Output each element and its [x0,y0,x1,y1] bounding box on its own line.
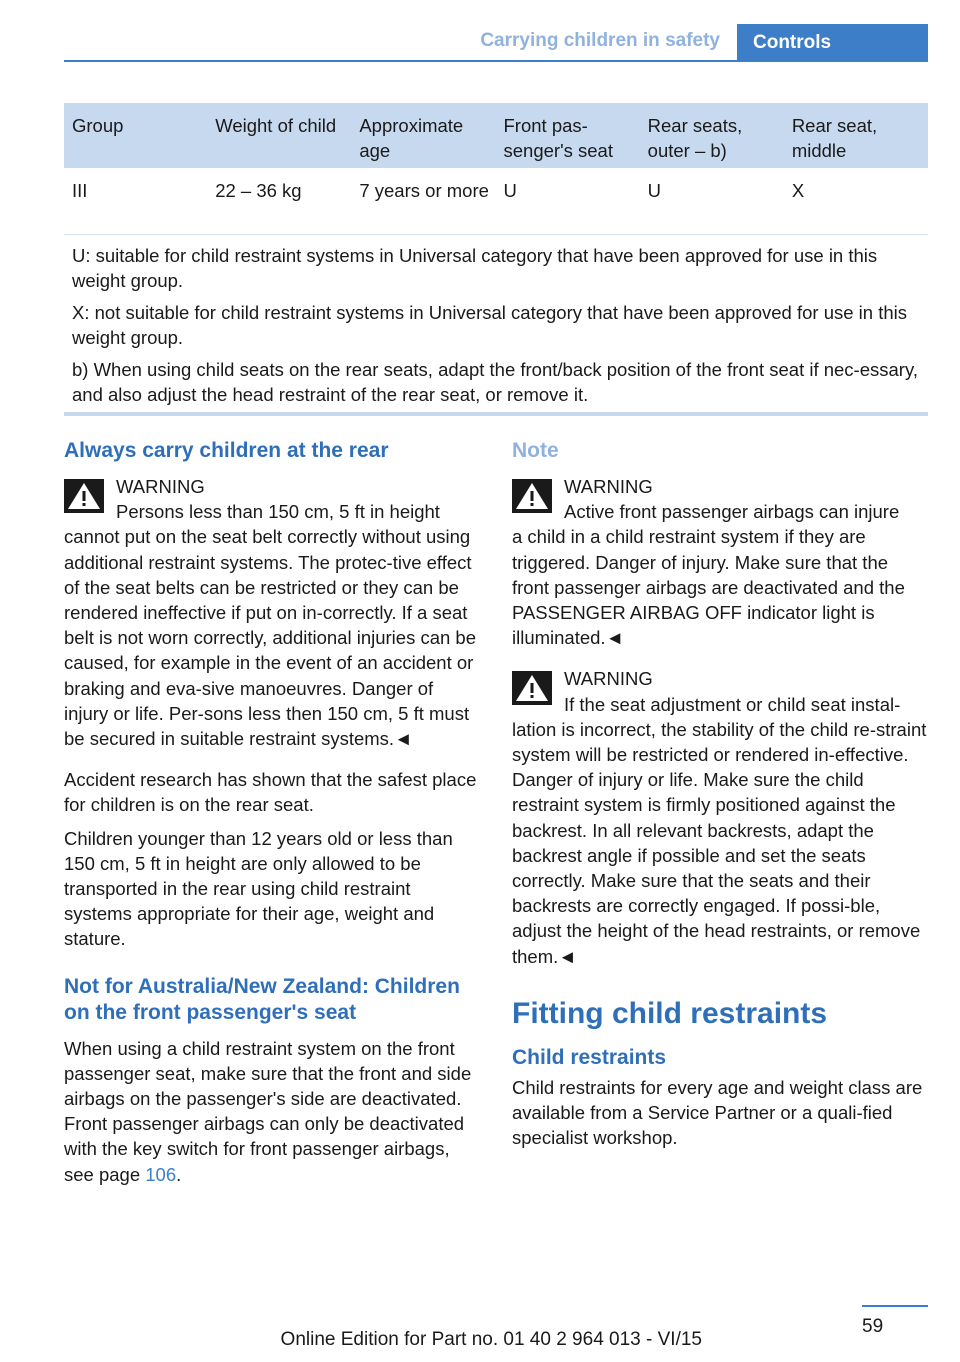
right-column [512,438,930,1158]
heading-note: Note [512,439,559,462]
table-header-cell: Weight of child [215,115,337,136]
table-header-cell: Group [72,115,124,136]
heading-rear-seating: Always carry children at the rear [64,439,389,462]
warning-block [512,666,930,968]
table-cell: III [72,180,88,201]
warning-block [512,474,930,650]
page-number: 59 [862,1316,884,1337]
footer-edition: Online Edition for Part no. 01 40 2 964 013 - VI/15 [280,1329,702,1350]
child-seat-table [64,103,928,414]
warning-label: WARNING [564,668,653,690]
paragraph: Accident research has shown that the safest place for children is on the rear seat. [64,769,477,816]
header-section-title: Carrying children in safety [480,30,720,51]
table-header-cell: Rear seats, outer – b) [647,115,743,161]
warning-label: WARNING [564,476,653,497]
table-header-cell: Rear seat, middle [791,115,878,161]
table-header-row [64,103,928,168]
warning-first-line: Persons less than 150 cm, 5 ft in height [116,501,440,523]
paragraph: Child restraints for every age and weight class are available from a Service Partner or a quali-fied specialist workshop. [512,1076,923,1149]
left-column [64,438,479,1195]
table-cell: X [791,180,805,201]
table-notes [64,234,928,407]
warning-first-line: Active front passenger airbags can injure [564,501,900,523]
table-header-cell: Front pas-senger's seat [503,115,613,161]
table-cell: 7 years or more [359,180,489,201]
warning-first-line: If the seat adjustment or child seat instal- [564,693,901,715]
heading-child-restraints: Child restraints [512,1045,667,1069]
table-cell: U [647,180,662,201]
paragraph: Children younger than 12 years old or less than 150 cm, 5 ft in height are only allowed to be transported in the rear using child restraint systems appropriate for their age, weight and stature. [64,827,453,950]
table-note: X: not suitable for child restraint systems in Universal category that have been approved for use in this weight group. [72,302,907,348]
footer-rule [862,1305,928,1307]
warning-block [64,474,479,751]
warning-triangle-icon [512,479,552,513]
table-note: b) When using child seats on the rear seats, adapt the front/back position of the front seat if nec-essary, and also adjust the head restraint of the rear seat, or remove it. [72,359,918,405]
header-chapter-tab: Controls [737,24,928,62]
warning-body: cannot put on the seat belt correctly without using additional restraint systems. The protec-tive effect of the seat belts can be restricted or they can be rendered ineffective if put on in-correctly. If a seat belt is not worn correctly, additional injuries can be caused, for example in the event of an accident or braking and eva-sive manoeuvres. Danger of injury or life. Per-sons less then 150 cm, 5 ft must be secured in suitable restraint systems.◄ [64,526,477,750]
header-rule [64,60,928,62]
warning-body: lation is incorrect, the stability of the child re-straint system will be restricted or rendered in-effective. Danger of injury or life. Make sure the child restraint system is firmly positioned against the backrest. In all relevant backrests, adapt the backrest angle if possible and set the seats correctly. Make sure that the seats and their backrests are correctly engaged. If possi-ble, adjust the height of the head restraints, or remove them.◄ [512,718,927,967]
heading-fitting-child-restraints: Fitting child restraints [512,996,828,1030]
table-bottom-rule [64,412,928,416]
warning-label: WARNING [116,476,205,497]
warning-body: a child in a child restraint system if they are triggered. Danger of injury. Make sure that the front passenger airbags are deactivated and the PASSENGER AIRBAG OFF indicator light is illuminated.◄ [512,526,905,649]
heading-front-passenger-seat: Not for Australia/New Zealand: Children on the front passenger's seat [64,974,460,1024]
table-cell: 22 – 36 kg [215,180,302,201]
warning-triangle-icon [512,671,552,705]
paragraph: When using a child restraint system on the front passenger seat, make sure that the front and side airbags on the passenger's side are deactivated. Front passenger airbags can only be deactivated with the key switch for front passenger airbags, see page 106. [64,1037,472,1185]
table-row [64,168,928,234]
page-link[interactable]: 106 [145,1163,177,1185]
table-note: U: suitable for child restraint systems in Universal category that have been approved for use in this weight group. [72,245,878,291]
table-cell: U [503,180,517,201]
warning-triangle-icon [64,479,104,513]
table-header-cell: Approximate age [359,115,464,161]
